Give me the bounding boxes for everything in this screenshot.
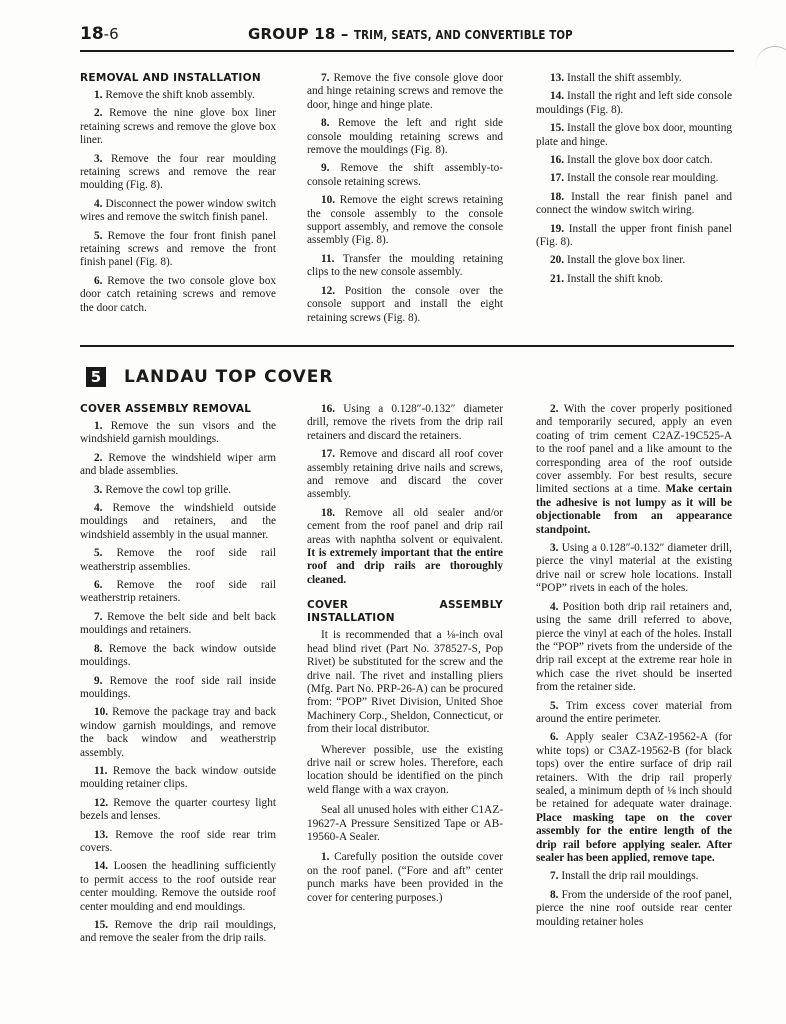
step-number: 3. (94, 483, 103, 496)
procedure-step (80, 89, 276, 102)
step-text: Install the console rear moulding. (566, 172, 719, 185)
step-number: 13. (94, 828, 109, 841)
step-number: 1. (94, 420, 103, 432)
procedure-step (307, 851, 503, 905)
step-number: 1. (94, 89, 103, 101)
step-number: 16. (321, 403, 336, 415)
step-text: Remove the belt side and belt back mouldings and retainers. (80, 610, 276, 637)
step-number: 15. (550, 122, 565, 135)
step-number: 11. (94, 764, 108, 777)
step-text: Position both drip rail retainers and, using the same drill referred to above, pierce the vinyl at each of the holes. Install the “POP” rivets from the underside of the drip rail except at the extreme rear hole in which case the rivet should be inserted from the retainer side. (536, 600, 732, 694)
step-number: 7. (321, 72, 330, 84)
procedure-step (80, 547, 276, 574)
step-number: 2. (550, 403, 559, 415)
step-number: 8. (550, 888, 559, 901)
running-title: GROUP 18 – TRIM, SEATS, AND CONVERTIBLE TOP (248, 25, 573, 43)
removal-installation-col1 (80, 72, 276, 320)
procedure-step (80, 829, 276, 856)
landau-col1 (80, 403, 276, 951)
step-text: Remove all old sealer and/or cement from the roof panel and drip rail areas with naphtha solvent or equivalent. (307, 506, 503, 546)
step-text: Using a 0.128″-0.132″ diameter drill, pierce the vinyl material at the existing drive nail or screw hole locations. Install “POP” rivets in each of the holes. (536, 542, 732, 595)
section-number-badge: 5 (86, 367, 106, 387)
section-divider (80, 345, 734, 347)
step-text: Trim excess cover material from around the entire perimeter. (536, 699, 733, 725)
procedure-step (80, 230, 276, 270)
step-number: 4. (550, 600, 559, 613)
step-text: Install the drip rail mouldings. (561, 870, 699, 883)
step-text: Using a 0.128″-0.132″ diameter drill, remove the rivets from the drip rail retainers and discard the retainers. (307, 403, 503, 442)
step-text: Install the glove box door, mounting plate and hinge. (536, 122, 732, 148)
step-number: 8. (94, 642, 103, 655)
step-number: 11. (321, 252, 335, 265)
step-text: Remove the windshield outside mouldings and retainers, and the windshield assembly in the usual manner. (80, 502, 276, 541)
procedure-step (80, 611, 276, 638)
step-number: 18. (550, 190, 565, 203)
step-number: 6. (94, 579, 103, 592)
step-warning: Place masking tape on the cover assembly for the entire length of the drip rail before applying sealer. After sealer has been applied, remove tape. (536, 811, 732, 864)
step-text: Transfer the moulding retaining clips to the new console assembly. (307, 252, 503, 279)
step-text: Remove the four rear moulding retaining screws and remove the rear moulding (Fig. 8). (80, 152, 276, 192)
step-text: Remove the back window outside moulding retainer clips. (80, 764, 276, 791)
step-number: 5. (94, 229, 103, 242)
procedure-step (307, 448, 503, 502)
step-text: Remove the roof side rear trim covers. (80, 828, 276, 854)
step-text: Install the rear finish panel and connect the window switch wiring. (536, 190, 733, 217)
step-number: 15. (94, 919, 109, 931)
procedure-step (536, 731, 732, 865)
step-number: 1. (321, 851, 330, 864)
procedure-step (80, 502, 276, 542)
procedure-step (80, 706, 276, 760)
step-text: From the underside of the roof panel, pierce the nine roof outside rear center moulding retainer holes (536, 888, 733, 928)
procedure-step (80, 675, 276, 702)
step-number: 20. (550, 254, 565, 267)
procedure-step (80, 107, 276, 147)
procedure-step (307, 194, 503, 248)
procedure-step (307, 72, 503, 112)
procedure-step (307, 253, 503, 280)
procedure-step (536, 542, 732, 596)
procedure-step (536, 403, 732, 537)
step-text: Install the glove box door catch. (566, 154, 713, 167)
step-text: Remove the nine glove box liner retaining screws and remove the glove box liner. (80, 107, 277, 147)
step-text: Remove the roof side rail inside mouldings. (80, 674, 276, 700)
procedure-step (536, 172, 732, 185)
procedure-step (307, 507, 503, 587)
procedure-step (307, 117, 503, 157)
step-number: 17. (550, 172, 565, 185)
procedure-step (80, 765, 276, 792)
step-number: 7. (550, 870, 559, 883)
step-number: 21. (550, 272, 565, 285)
step-text: Install the upper front finish panel (Fig. 8). (536, 222, 732, 249)
step-text: Position the console over the console support and install the eight retaining screws (Fig. 8). (307, 284, 503, 324)
step-number: 7. (94, 610, 103, 623)
subsection-heading: COVER ASSEMBLY REMOVAL (80, 403, 252, 415)
procedure-step (80, 484, 276, 497)
page-header (80, 24, 734, 52)
step-number: 19. (550, 222, 565, 235)
step-number: 12. (321, 284, 336, 297)
step-text: Install the shift knob. (566, 272, 663, 285)
step-number: 3. (550, 542, 559, 555)
step-warning: Make certain the adhesive is not lumpy as it will be objectionable from an appearance standpoint. (536, 483, 733, 536)
step-text: Install the shift assembly. (566, 72, 682, 84)
step-text: Install the glove box liner. (566, 254, 686, 267)
step-text: Remove the four front finish panel retaining screws and remove the front finish panel (Fig. 8). (80, 229, 277, 269)
step-text: Remove the shift knob assembly. (105, 89, 255, 101)
procedure-step (536, 601, 732, 695)
landau-heading (86, 367, 333, 387)
procedure-step (536, 122, 732, 149)
procedure-step (536, 700, 732, 727)
subsection-heading: COVER ASSEMBLY INSTALLATION (307, 599, 503, 625)
step-number: 9. (94, 674, 103, 687)
step-number: 4. (94, 197, 103, 210)
step-text: Remove the roof side rail weatherstrip retainers. (80, 579, 276, 605)
step-number: 17. (321, 448, 336, 461)
procedure-step (80, 153, 276, 193)
step-text: Remove the package tray and back window garnish mouldings, and remove the back window and weatherstrip assembly. (80, 706, 276, 759)
procedure-step (536, 223, 732, 250)
removal-installation-col2 (307, 72, 503, 330)
step-text: Remove the sun visors and the windshield garnish mouldings. (80, 420, 276, 446)
step-text: Remove the left and right side console moulding retaining screws and remove the mouldings (Fig. 8). (307, 117, 503, 157)
section-heading: REMOVAL AND INSTALLATION (80, 72, 261, 84)
procedure-step (307, 285, 503, 325)
step-number: 14. (550, 90, 565, 103)
procedure-step (536, 72, 732, 85)
step-number: 9. (321, 162, 330, 175)
step-number: 8. (321, 117, 330, 130)
procedure-step (80, 919, 276, 946)
step-text: Carefully position the outside cover on the roof panel. (“Fore and aft” center punch marks have been provided in the cover for centering purposes.) (307, 851, 504, 904)
step-number: 6. (550, 731, 559, 744)
paragraph: Seal all unused holes with either C1AZ-19627-A Pressure Sensitized Tape or AB-19560-A Sealer. (307, 804, 503, 843)
procedure-step (80, 860, 276, 914)
procedure-step (307, 162, 503, 189)
section-title: LANDAU TOP COVER (124, 367, 334, 387)
corner-mark (755, 46, 786, 87)
procedure-step (536, 273, 732, 286)
step-number: 2. (94, 451, 103, 464)
procedure-step (80, 198, 276, 225)
step-number: 2. (94, 107, 103, 120)
procedure-step (80, 275, 276, 315)
step-text: Loosen the headlining sufficiently to permit access to the roof outside rear center moulding. Remove the outside roof center moulding and end mouldings. (80, 860, 276, 913)
step-number: 14. (94, 860, 109, 873)
procedure-step (80, 797, 276, 824)
procedure-step (307, 403, 503, 443)
step-number: 5. (94, 547, 103, 560)
step-number: 13. (550, 72, 565, 84)
step-text: Install the right and left side console mouldings (Fig. 8). (536, 90, 732, 116)
step-text: Remove the cowl top grille. (105, 483, 232, 496)
step-text: Remove the two console glove box door catch retaining screws and remove the door catch. (80, 274, 276, 314)
step-text: Remove the back window outside mouldings. (80, 642, 276, 669)
step-text: Remove the quarter courtesy light bezels and lenses. (80, 796, 276, 823)
step-text: Remove the eight screws retaining the console assembly to the console support assembly, and remove the console assembly (Fig. 8). (307, 194, 503, 247)
removal-installation-col3 (536, 72, 732, 291)
step-number: 10. (321, 194, 336, 207)
step-number: 10. (94, 706, 109, 719)
procedure-step (536, 889, 732, 929)
step-text: With the cover properly positioned and temporarily secured, apply an even coating of trim cement C2AZ-19C525-A to the roof panel and a like amount to the corresponding area of the roof outside cover assembly. For best results, secure limited sections at a time. (536, 403, 732, 496)
step-number: 18. (321, 506, 336, 519)
procedure-step (80, 452, 276, 479)
step-number: 16. (550, 154, 565, 167)
landau-col3 (536, 403, 732, 934)
landau-col2 (307, 403, 503, 910)
step-number: 12. (94, 796, 109, 809)
procedure-step (80, 643, 276, 670)
procedure-step (536, 870, 732, 883)
procedure-step (536, 254, 732, 267)
step-text: Remove and discard all roof cover assembly retaining drive nails and screws, and remove and discard the cover assembly. (307, 448, 504, 501)
step-number: 5. (550, 699, 559, 712)
step-text: Remove the drip rail mouldings, and remove the sealer from the drip rails. (80, 919, 276, 945)
page-number: 18-6 (80, 24, 119, 44)
procedure-step (80, 420, 276, 447)
step-number: 6. (94, 274, 103, 287)
procedure-step (80, 579, 276, 606)
step-text: Apply sealer C3AZ-19562-A (for white tops) or C3AZ-19562-B (for black tops) over the entire surface of drip rail retainers. With the drip rail properly sealed, a minimum depth of ⅛ inch should be retained for adequate water drainage. (536, 731, 732, 811)
procedure-step (536, 90, 732, 117)
paragraph: It is recommended that a ⅛-inch oval head blind rivet (Part No. 378527-S, Pop Rivet) be substituted for the screw and the drive nail. The rivet and installing pliers (Mfg. Part No. PRP-26-A) can be procured from: “POP” Rivet Division, United Shoe Machinery Corp., Sheldon, Connecticut, or from their local distributor. (307, 629, 503, 736)
paragraph: Wherever possible, use the existing drive nail or screw holes. Therefore, each location should be identified on the pinch weld flange with a wax crayon. (307, 743, 503, 796)
step-text: Disconnect the power window switch wires and remove the switch finish panel. (80, 197, 276, 224)
step-text: Remove the shift assembly-to-console retaining screws. (307, 162, 503, 188)
step-number: 3. (94, 152, 103, 165)
step-text: Remove the five console glove door and hinge retaining screws and remove the door, hinge and hinge plate. (307, 72, 503, 111)
step-text: Remove the windshield wiper arm and blade assemblies. (80, 451, 276, 478)
step-text: Remove the roof side rail weatherstrip assemblies. (80, 547, 276, 573)
step-number: 4. (94, 502, 103, 515)
procedure-step (536, 154, 732, 167)
step-warning: It is extremely important that the entire roof and drip rails are thoroughly cleaned. (307, 547, 503, 586)
procedure-step (536, 191, 732, 218)
